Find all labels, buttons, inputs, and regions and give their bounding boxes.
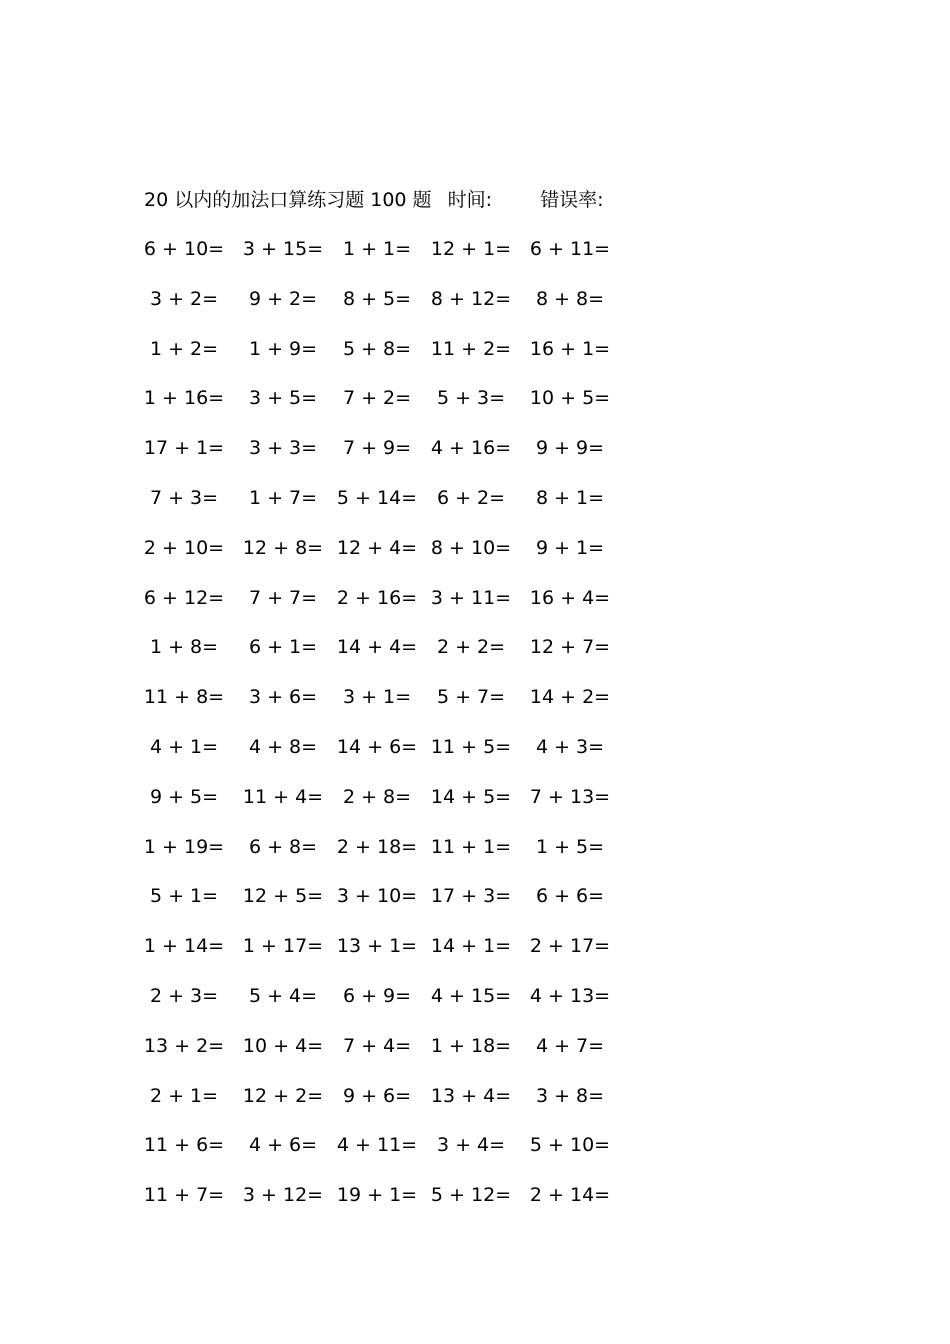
addition-problem: 4 + 13= [529,985,611,1007]
addition-problem: 4 + 7= [535,1034,605,1057]
addition-problem: 7 + 2= [342,387,412,410]
addition-problem: 16 + 4= [529,586,611,609]
problem-row [0,732,700,762]
addition-problem: 3 + 6= [248,686,318,709]
addition-problem: 1 + 16= [143,387,225,410]
addition-problem: 3 + 1= [342,686,412,709]
addition-problem: 9 + 5= [149,785,219,808]
addition-problem: 1 + 1= [342,238,412,260]
addition-problem: 10 + 5= [529,387,611,410]
addition-problem: 4 + 16= [430,437,512,460]
addition-problem: 5 + 8= [342,337,412,360]
problem-row [0,483,700,513]
addition-problem: 14 + 5= [430,785,512,808]
addition-problem: 2 + 17= [529,935,611,958]
addition-problem: 17 + 1= [143,437,225,460]
addition-problem: 2 + 14= [529,1184,611,1207]
addition-problem: 1 + 17= [242,935,324,958]
problem-row [0,931,700,961]
addition-problem: 6 + 8= [248,835,318,858]
addition-problem: 1 + 14= [143,935,225,958]
problem-row [0,284,700,314]
addition-problem: 5 + 12= [430,1184,512,1207]
addition-problem: 5 + 14= [336,487,418,509]
addition-problem: 6 + 11= [529,238,611,260]
addition-problem: 8 + 8= [535,287,605,310]
problem-row [0,1180,700,1210]
addition-problem: 5 + 4= [248,985,318,1007]
addition-problem: 1 + 2= [149,337,219,360]
addition-problem: 12 + 4= [336,536,418,559]
addition-problem: 3 + 4= [436,1134,506,1157]
addition-problem: 1 + 18= [430,1034,512,1057]
addition-problem: 13 + 2= [143,1034,225,1057]
addition-problem: 2 + 8= [342,785,412,808]
addition-problem: 6 + 12= [143,586,225,609]
addition-problem: 11 + 8= [143,686,225,709]
addition-problem: 14 + 6= [336,736,418,758]
addition-problem: 11 + 1= [430,835,512,858]
addition-problem: 13 + 1= [336,935,418,958]
addition-problem: 3 + 3= [248,437,318,460]
addition-problem: 2 + 2= [436,636,506,659]
addition-problem: 14 + 4= [336,636,418,659]
problem-row [0,832,700,862]
addition-problem: 11 + 2= [430,337,512,360]
addition-problem: 5 + 7= [436,686,506,709]
addition-problem: 4 + 11= [336,1134,418,1157]
addition-problem: 7 + 9= [342,437,412,460]
problem-row [0,533,700,563]
problem-row [0,632,700,662]
addition-problem: 12 + 1= [430,238,512,260]
addition-problem: 7 + 7= [248,586,318,609]
addition-problem: 6 + 9= [342,985,412,1007]
addition-problem: 6 + 1= [248,636,318,659]
addition-problem: 12 + 5= [242,885,324,908]
addition-problem: 17 + 3= [430,885,512,908]
addition-problem: 11 + 6= [143,1134,225,1157]
addition-problem: 13 + 4= [430,1084,512,1107]
addition-problem: 2 + 3= [149,985,219,1007]
addition-problem: 10 + 4= [242,1034,324,1057]
addition-problem: 3 + 15= [242,238,324,260]
addition-problem: 16 + 1= [529,337,611,360]
time-label: 时间: [447,189,493,211]
addition-problem: 9 + 9= [535,437,605,460]
addition-problem: 2 + 16= [336,586,418,609]
problem-row [0,383,700,413]
addition-problem: 19 + 1= [336,1184,418,1207]
addition-problem: 2 + 1= [149,1084,219,1107]
addition-problem: 14 + 1= [430,935,512,958]
problem-row [0,1130,700,1160]
addition-problem: 3 + 8= [535,1084,605,1107]
addition-problem: 4 + 1= [149,736,219,758]
addition-problem: 3 + 2= [149,287,219,310]
addition-problem: 1 + 5= [535,835,605,858]
addition-problem: 14 + 2= [529,686,611,709]
problem-row [0,981,700,1011]
addition-problem: 6 + 10= [143,238,225,260]
addition-problem: 5 + 3= [436,387,506,410]
addition-problem: 2 + 10= [143,536,225,559]
addition-problem: 4 + 3= [535,736,605,758]
addition-problem: 8 + 5= [342,287,412,310]
addition-problem: 7 + 13= [529,785,611,808]
addition-problem: 1 + 8= [149,636,219,659]
addition-problem: 7 + 3= [149,487,219,509]
addition-problem: 9 + 6= [342,1084,412,1107]
addition-problem: 11 + 4= [242,785,324,808]
addition-problem: 11 + 7= [143,1184,225,1207]
addition-problem: 5 + 1= [149,885,219,908]
addition-problem: 9 + 1= [535,536,605,559]
problem-row [0,334,700,364]
problem-row [0,1031,700,1061]
addition-problem: 3 + 5= [248,387,318,410]
worksheet-title: 20 以内的加法口算练习题 100 题 [144,189,432,211]
addition-problem: 8 + 10= [430,536,512,559]
addition-problem: 3 + 12= [242,1184,324,1207]
addition-problem: 6 + 2= [436,487,506,509]
problem-row [0,881,700,911]
addition-problem: 5 + 10= [529,1134,611,1157]
problem-row [0,234,700,264]
addition-problem: 12 + 7= [529,636,611,659]
addition-problem: 9 + 2= [248,287,318,310]
addition-problem: 12 + 8= [242,536,324,559]
problem-row [0,583,700,613]
addition-problem: 1 + 9= [248,337,318,360]
addition-problem: 4 + 6= [248,1134,318,1157]
addition-problem: 12 + 2= [242,1084,324,1107]
addition-problem: 2 + 18= [336,835,418,858]
addition-problem: 8 + 1= [535,487,605,509]
addition-problem: 7 + 4= [342,1034,412,1057]
problem-row [0,1081,700,1111]
addition-problem: 4 + 15= [430,985,512,1007]
addition-problem: 3 + 11= [430,586,512,609]
addition-problem: 6 + 6= [535,885,605,908]
worksheet-header [144,186,603,214]
error-rate-label: 错误率: [540,189,604,211]
addition-problem: 1 + 19= [143,835,225,858]
addition-problem: 1 + 7= [248,487,318,509]
addition-problem: 11 + 5= [430,736,512,758]
addition-problem: 4 + 8= [248,736,318,758]
addition-problem: 3 + 10= [336,885,418,908]
problem-row [0,782,700,812]
addition-problem: 8 + 12= [430,287,512,310]
problem-row [0,433,700,463]
problem-row [0,682,700,712]
